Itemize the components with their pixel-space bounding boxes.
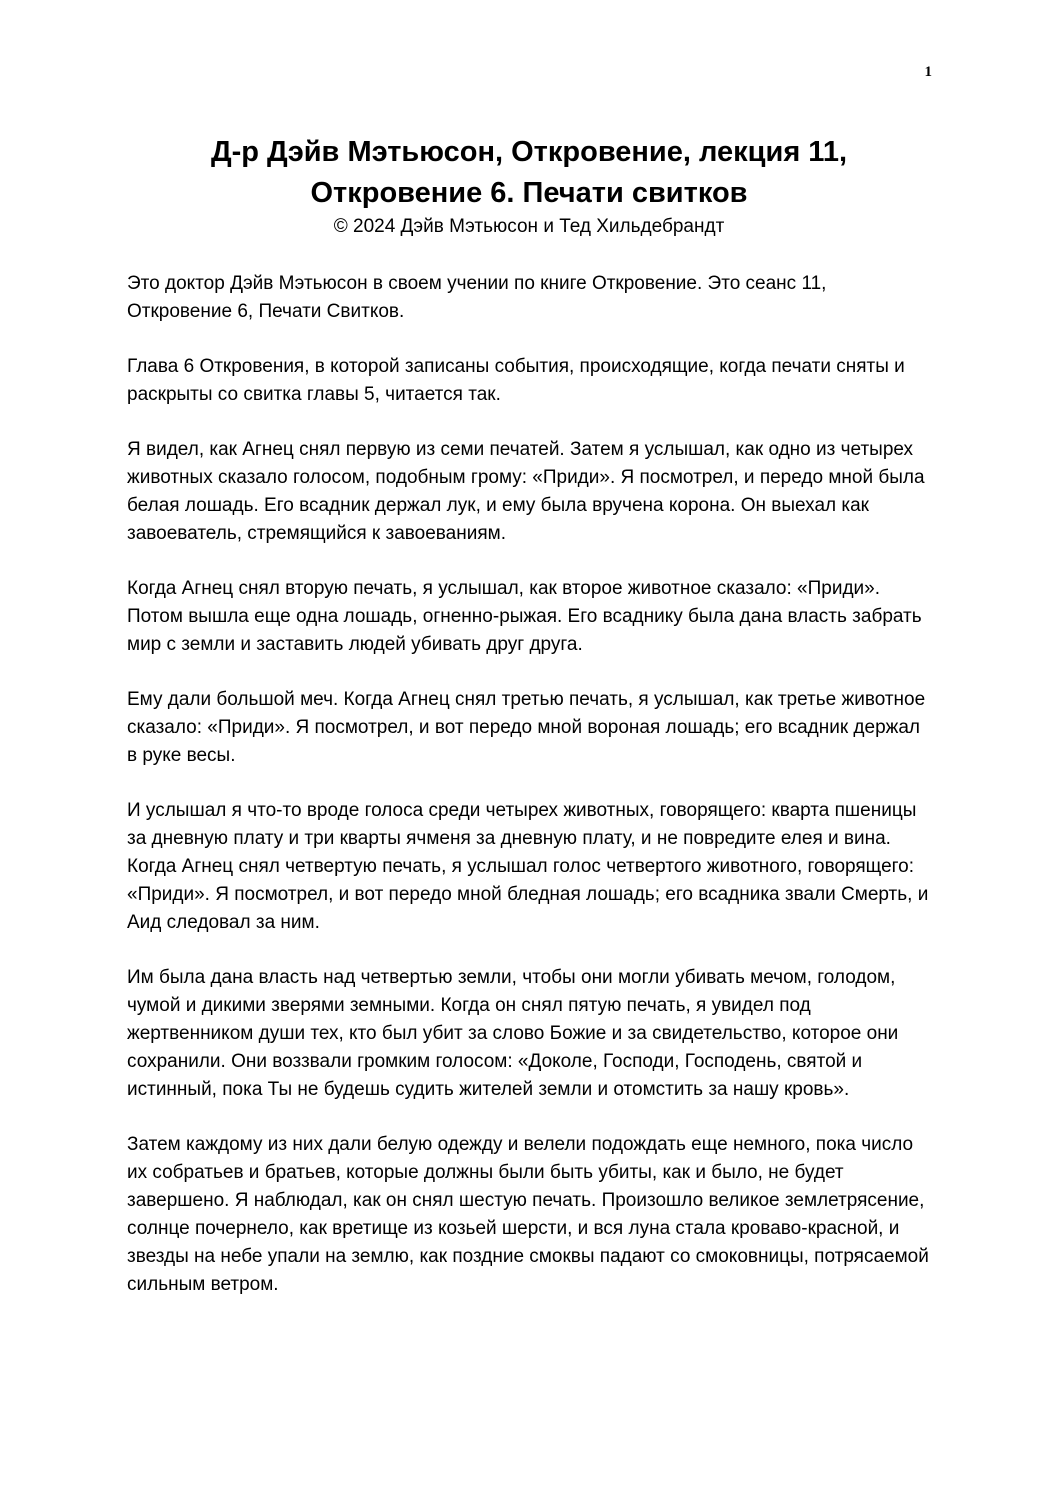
paragraph-2: Глава 6 Откровения, в которой записаны события, происходящие, когда печати сняты и раскрыты со свитка главы 5, читается так. (127, 356, 905, 405)
paragraph-7: Им была дана власть над четвертью земли, чтобы они могли убивать мечом, голодом, чумой и дикими зверями земными. Когда он снял пятую печать, я увидел под жертвенником души тех, кто был убит за слово Божие и за свидетельство, которое они сохранили. Они воззвали громким голосом: «Доколе, Господи, Господень, святой и истинный, пока Ты не будешь судить жителей земли и отомстить за нашу кровь». (127, 967, 899, 1100)
paragraph-8: Затем каждому из них дали белую одежду и велели подождать еще немного, пока число их собратьев и братьев, которые должны были быть убиты, как и было, не будет завершено. Я наблюдал, как он снял шестую печать. Произошло великое землетрясение, солнце почернело, как вретище из козьей шерсти, и вся луна стала кроваво-красной, и звезды на небе упали на землю, как поздние смоквы падают со смоковницы, потрясаемой сильным ветром. (127, 1134, 929, 1295)
title-line-2: Откровение 6. Печати свитков (310, 177, 748, 209)
copyright-line: © 2024 Дэйв Мэтьюсон и Тед Хильдебрандт (333, 216, 725, 237)
document-title (100, 132, 958, 214)
page-number: 1 (924, 64, 932, 80)
paragraph-3: Я видел, как Агнец снял первую из семи печатей. Затем я услышал, как одно из четырех животных сказало голосом, подобным грому: «Приди». Я посмотрел, и передо мной была белая лошадь. Его всадник держал лук, и ему была вручена корона. Он выехал как завоеватель, стремящийся к завоеваниям. (127, 439, 925, 544)
paragraph-6: И услышал я что-то вроде голоса среди четырех животных, говорящего: кварта пшеницы за дневную плату и три кварты ячменя за дневную плату, и не повредите елея и вина. Когда Агнец снял четвертую печать, я услышал голос четвертого животного, говорящего: «Приди». Я посмотрел, и вот передо мной бледная лошадь; его всадника звали Смерть, и Аид следовал за ним. (127, 800, 929, 933)
paragraph-4: Когда Агнец снял вторую печать, я услышал, как второе животное сказало: «Приди». Потом вышла еще одна лошадь, огненно-рыжая. Его всаднику была дана власть забрать мир с земли и заставить людей убивать друг друга. (127, 578, 922, 655)
document-header (100, 132, 958, 239)
title-line-1: Д-р Дэйв Мэтьюсон, Откровение, лекция 11, (210, 136, 848, 168)
paragraph-1: Это доктор Дэйв Мэтьюсон в своем учении по книге Откровение. Это сеанс 11, Откровение 6, Печати Свитков. (127, 273, 827, 322)
document-body (127, 270, 935, 1326)
paragraph-5: Ему дали большой меч. Когда Агнец снял третью печать, я услышал, как третье животное сказало: «Приди». Я посмотрел, и вот передо мной вороная лошадь; его всадник держал в руке весы. (127, 689, 926, 766)
